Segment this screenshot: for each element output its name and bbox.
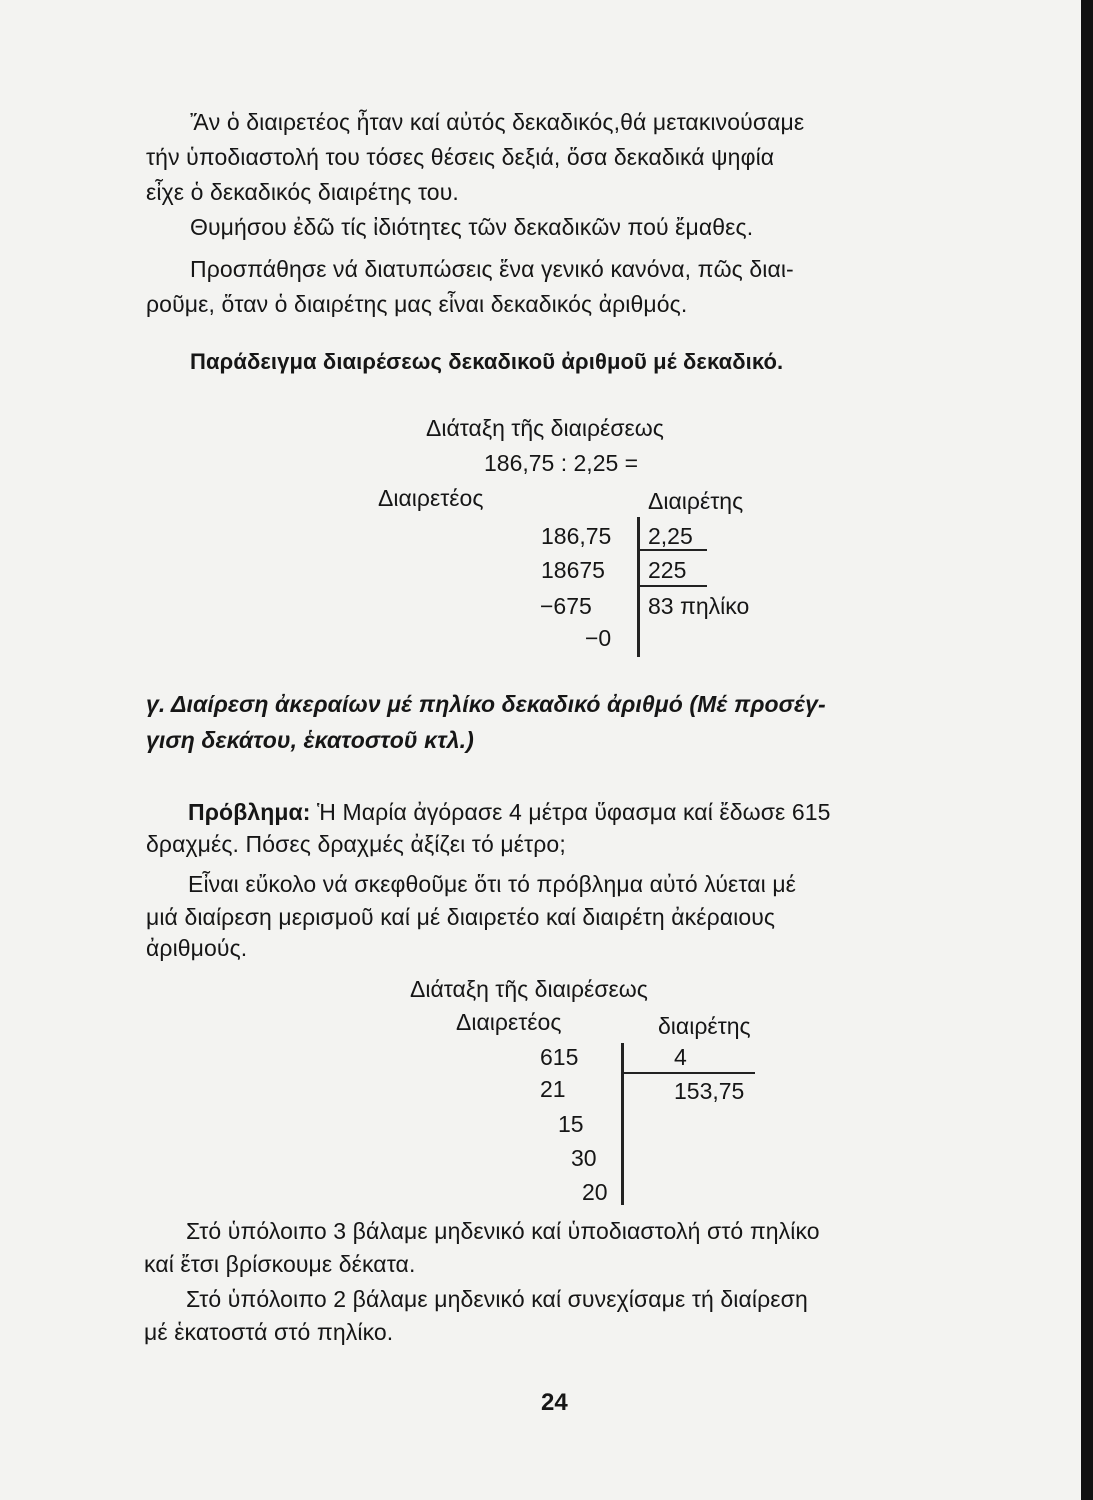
example2-title: Διάταξη τῆς διαιρέσεως	[410, 976, 648, 1002]
example1-title: Διάταξη τῆς διαιρέσεως	[426, 415, 664, 441]
example1-dividend-label: Διαιρετέος	[378, 485, 484, 511]
example1-divisor: 2,25	[648, 523, 693, 549]
section-heading-line1: γ. Διαίρεση ἀκεραίων μέ πηλίκο δεκαδικό ἀριθμό (Μέ προσέγ-	[146, 691, 826, 717]
problem-text-1: Ἡ Μαρία ἀγόρασε 4 μέτρα ὕφασμα καί ἔδωσε 615	[310, 799, 831, 825]
example1-dividend-shifted: 18675	[541, 557, 605, 583]
example2-divisor-label: διαιρέτης	[658, 1013, 751, 1039]
example1-quotient: 83 πηλίκο	[648, 593, 750, 619]
example1-divisor-label: Διαιρέτης	[648, 488, 744, 514]
example2-dividend-label: Διαιρετέος	[456, 1009, 562, 1035]
example2-step4: 20	[582, 1179, 608, 1205]
problem-line2: δραχμές. Πόσες δραχμές ἀξίζει τό μέτρο;	[146, 831, 566, 857]
para4-line1: Εἶναι εὔκολο νά σκεφθοῦμε ὅτι τό πρόβλημα αὐτό λύεται μέ	[188, 871, 797, 897]
para4-line3: ἀριθμούς.	[146, 935, 248, 961]
example2-vertical-rule	[621, 1043, 624, 1205]
page-edge-shadow	[1081, 0, 1093, 1500]
example1-vertical-rule	[637, 517, 640, 657]
example1-dividend: 186,75	[541, 523, 612, 549]
para5-line2: καί ἔτσι βρίσκουμε δέκατα.	[144, 1251, 416, 1277]
example1-subtraction: −675	[540, 593, 592, 619]
para3-line2: ροῦμε, ὅταν ὁ διαιρέτης μας εἶναι δεκαδικός ἀριθμός.	[146, 291, 688, 317]
section-heading-line2: γιση δεκάτου, ἑκατοστοῦ κτλ.)	[146, 727, 474, 753]
para6-line1: Στό ὑπόλοιπο 2 βάλαμε μηδενικό καί συνεχίσαμε τή διαίρεση	[186, 1286, 808, 1312]
example1-quotient-rule	[639, 585, 707, 587]
example2-quotient: 153,75	[674, 1078, 745, 1104]
example2-dividend: 615	[540, 1044, 579, 1070]
para3-line1: Προσπάθησε νά διατυπώσεις ἕνα γενικό κανόνα, πῶς διαι-	[190, 256, 794, 282]
problem-label: Πρόβλημα:	[188, 799, 311, 825]
para6-line2: μέ ἑκατοστά στό πηλίκο.	[144, 1319, 394, 1345]
example2-divisor: 4	[674, 1044, 687, 1070]
para1-line2: τήν ὑποδιαστολή του τόσες θέσεις δεξιά, ὅσα δεκαδικά ψηφία	[146, 144, 775, 170]
para2: Θυμήσου ἐδῶ τίς ἰδιότητες τῶν δεκαδικῶν πού ἔμαθες.	[190, 214, 754, 240]
example1-remainder: −0	[585, 625, 612, 651]
para1-line1: Ἄν ὁ διαιρετέος ἦταν καί αὐτός δεκαδικός,θά μετακινούσαμε	[190, 109, 805, 135]
example2-step2: 15	[558, 1111, 584, 1137]
problem-line1	[188, 798, 831, 826]
example1-divisor-shifted: 225	[648, 557, 687, 583]
example2-step1: 21	[540, 1076, 566, 1102]
page-number: 24	[541, 1389, 568, 1416]
para5-line1: Στό ὑπόλοιπο 3 βάλαμε μηδενικό καί ὑποδιαστολή στό πηλίκο	[186, 1218, 820, 1244]
para4-line2: μιά διαίρεση μερισμοῦ καί μέ διαιρετέο καί διαιρέτη ἀκέραιους	[146, 904, 776, 930]
example2-step3: 30	[571, 1145, 597, 1171]
example1-expression: 186,75 : 2,25 =	[484, 450, 639, 476]
example2-divisor-rule	[623, 1072, 755, 1074]
para1-line3: εἶχε ὁ δεκαδικός διαιρέτης του.	[146, 179, 459, 205]
example-heading: Παράδειγμα διαιρέσεως δεκαδικοῦ ἀριθμοῦ μέ δεκαδικό.	[190, 349, 784, 374]
